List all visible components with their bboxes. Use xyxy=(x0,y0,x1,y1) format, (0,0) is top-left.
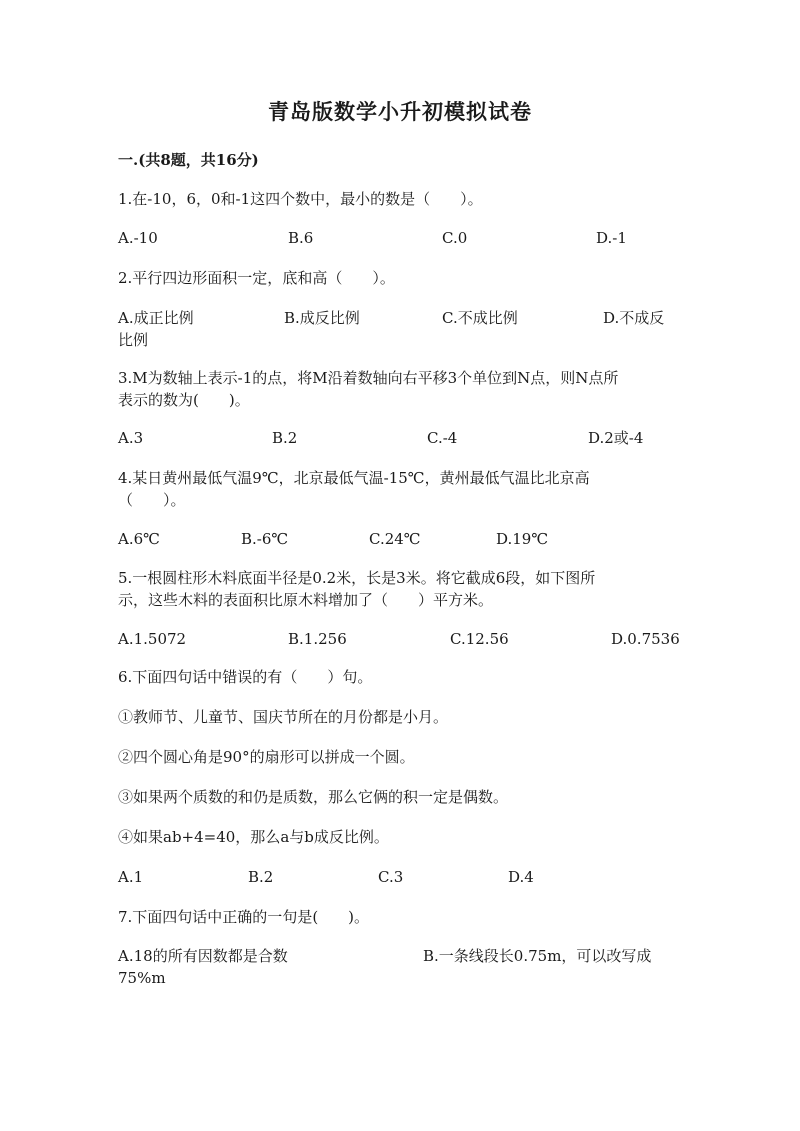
question-6-statement-1: ①教师节、儿童节、国庆节所在的月份都是小月。 xyxy=(118,708,449,726)
question-6-option-a: A.1 xyxy=(118,868,144,886)
question-3-option-a: A.3 xyxy=(118,429,144,447)
question-2-option-d: D.不成反 xyxy=(603,309,665,327)
question-1-option-c: C.0 xyxy=(442,229,468,247)
question-5-stem-line-1: 5.一根圆柱形木料底面半径是0.2米，长是3米。将它截成6段，如下图所 xyxy=(118,569,596,587)
question-2-option-a: A.成正比例 xyxy=(118,309,194,327)
question-6-statement-4: ④如果ab+4=40，那么a与b成反比例。 xyxy=(118,828,389,846)
question-5-option-c: C.12.56 xyxy=(450,630,509,648)
question-1-stem: 1.在-10，6，0和-1这四个数中，最小的数是（ ）。 xyxy=(118,190,483,208)
question-1-option-b: B.6 xyxy=(288,229,314,247)
question-2-option-b: B.成反比例 xyxy=(284,309,360,327)
question-1-option-d: D.-1 xyxy=(596,229,627,247)
question-6-option-b: B.2 xyxy=(248,868,274,886)
question-6-option-d: D.4 xyxy=(508,868,534,886)
question-5-option-b: B.1.256 xyxy=(288,630,347,648)
question-2-stem: 2.平行四边形面积一定，底和高（ ）。 xyxy=(118,269,395,287)
question-7-option-b: B.一条线段长0.75m，可以改写成 xyxy=(423,947,652,965)
question-3-option-c: C.-4 xyxy=(427,429,458,447)
question-4-option-a: A.6℃ xyxy=(118,530,160,548)
section-heading: 一.(共8题，共16分) xyxy=(118,151,259,169)
question-7-option-a: A.18的所有因数都是合数 xyxy=(118,947,288,965)
question-5-option-a: A.1.5072 xyxy=(118,630,187,648)
question-4-stem-line-2: （ ）。 xyxy=(118,491,186,509)
question-5-option-d: D.0.7536 xyxy=(611,630,680,648)
question-2-option-d-wrap: 比例 xyxy=(118,331,149,349)
question-3-stem-line-2: 表示的数为( )。 xyxy=(118,391,250,409)
question-6-option-c: C.3 xyxy=(378,868,404,886)
question-4-stem-line-1: 4.某日黄州最低气温9℃，北京最低气温-15℃，黄州最低气温比北京高 xyxy=(118,469,590,487)
question-3-option-d: D.2或-4 xyxy=(588,429,644,447)
question-4-option-d: D.19℃ xyxy=(496,530,549,548)
question-6-statement-3: ③如果两个质数的和仍是质数，那么它俩的积一定是偶数。 xyxy=(118,788,509,806)
question-6-statement-2: ②四个圆心角是90°的扇形可以拼成一个圆。 xyxy=(118,748,415,766)
question-6-stem: 6.下面四句话中错误的有（ ）句。 xyxy=(118,668,373,686)
question-5-stem-line-2: 示，这些木料的表面积比原木料增加了（ ）平方米。 xyxy=(118,591,494,609)
question-4-option-c: C.24℃ xyxy=(369,530,421,548)
question-3-stem-line-1: 3.M为数轴上表示-1的点，将M沿着数轴向右平移3个单位到N点，则N点所 xyxy=(118,369,619,387)
question-4-option-b: B.-6℃ xyxy=(241,530,289,548)
question-1-option-a: A.-10 xyxy=(118,229,158,247)
question-7-option-b-wrap: 75%m xyxy=(118,969,166,987)
question-3-option-b: B.2 xyxy=(272,429,298,447)
page-title: 青岛版数学小升初模拟试卷 xyxy=(268,99,532,124)
question-2-option-c: C.不成比例 xyxy=(442,309,518,327)
question-7-stem: 7.下面四句话中正确的一句是( )。 xyxy=(118,908,370,926)
